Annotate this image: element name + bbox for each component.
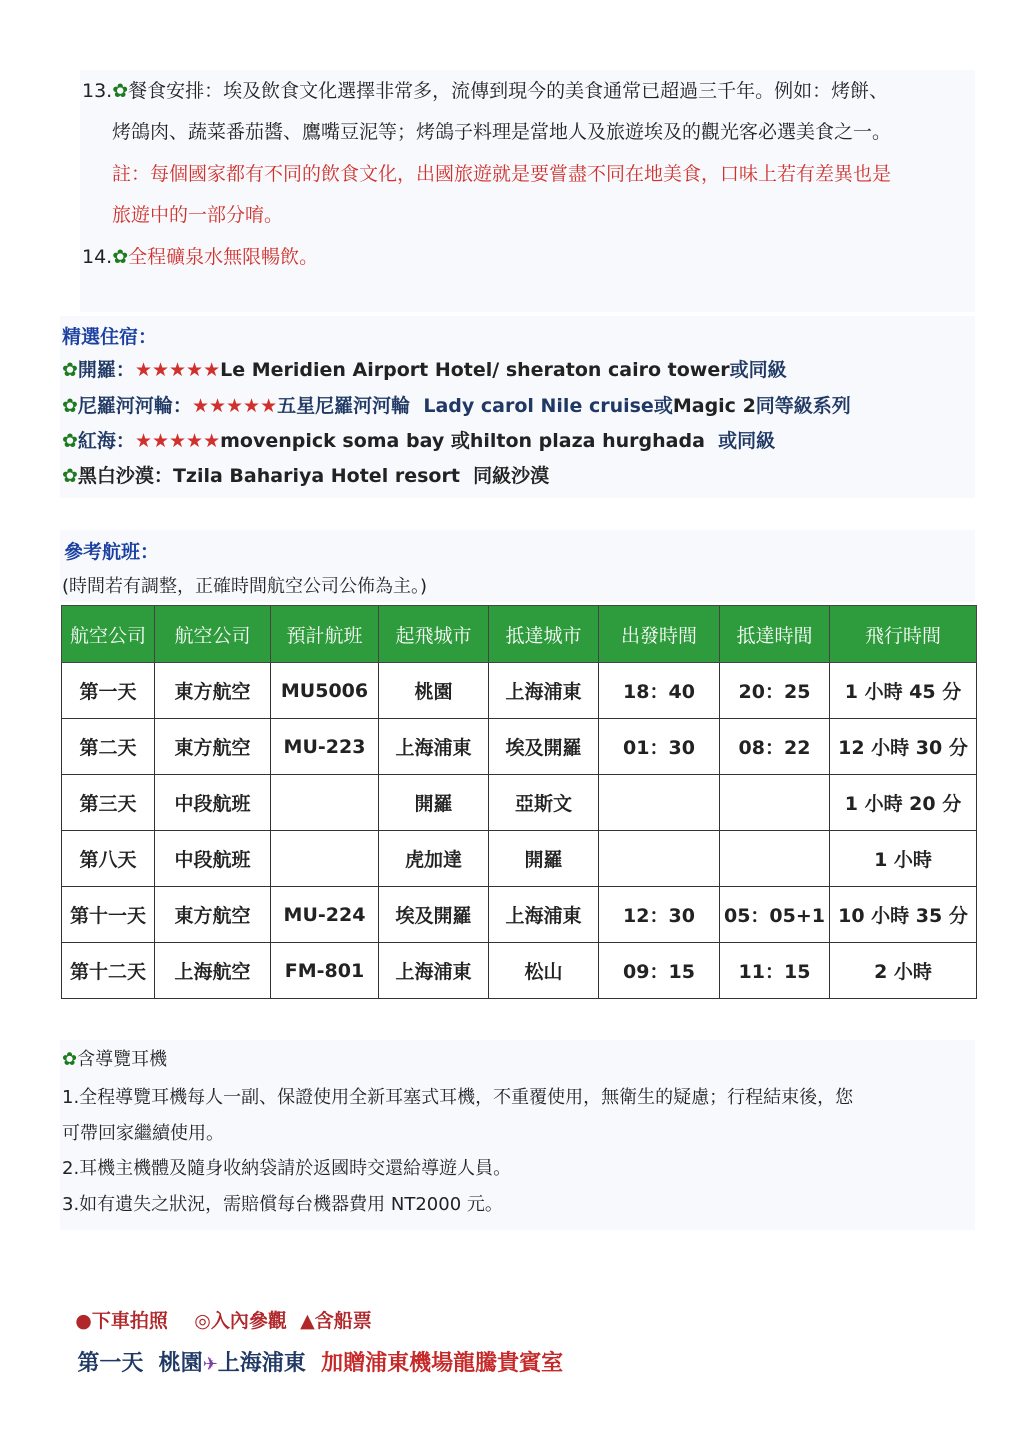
earphones-p3: 3.如有遺失之狀況，需賠償每台機器費用 NT2000 元。 <box>62 1194 503 1215</box>
table-cell <box>599 775 720 831</box>
meal-item-14: 14.✿全程礦泉水無限暢飲。 <box>82 246 319 268</box>
hotel-desert: ✿黑白沙漠：Tzila Bahariya Hotel resort 同級沙漠 <box>62 465 550 487</box>
meal-note-line2: 旅遊中的一部分唷。 <box>112 204 284 226</box>
flower-icon: ✿ <box>112 80 129 102</box>
table-cell: 第一天 <box>62 663 155 719</box>
flower-icon: ✿ <box>62 465 78 487</box>
table-header-cell: 航空公司 <box>155 606 271 663</box>
table-cell: 開羅 <box>379 775 489 831</box>
table-cell: 亞斯文 <box>489 775 599 831</box>
table-cell: 1 小時 20 分 <box>830 775 977 831</box>
table-cell: 上海浦東 <box>379 943 489 999</box>
table-row <box>62 663 977 719</box>
earphones-p1a: 1.全程導覽耳機每人一副、保證使用全新耳塞式耳機，不重覆使用，無衛生的疑慮；行程結束後，您 <box>62 1087 854 1108</box>
table-header-cell: 航空公司 <box>62 606 155 663</box>
table-cell: 東方航空 <box>155 719 271 775</box>
table-cell: 1 小時 45 分 <box>830 663 977 719</box>
table-cell: MU-224 <box>271 887 379 943</box>
table-cell: 第十一天 <box>62 887 155 943</box>
table-cell: MU-223 <box>271 719 379 775</box>
hotel-nile-cruise: ✿尼羅河河輪：★★★★★五星尼羅河河輪 Lady carol Nile cruise或Magic 2同等級系列 <box>62 395 851 417</box>
legend-entry-visit: ◎入內參觀 <box>194 1310 287 1332</box>
table-header-cell: 抵達時間 <box>720 606 830 663</box>
day1-label: 第一天 <box>77 1351 144 1376</box>
earphones-title: ✿含導覽耳機 <box>62 1049 168 1070</box>
day1-heading <box>62 1321 563 1377</box>
flower-icon: ✿ <box>62 430 78 452</box>
flights-title: 參考航班： <box>64 541 160 563</box>
meal-item-13-line2: 烤鴿肉、蔬菜番茄醬、鷹嘴豆泥等；烤鴿子料理是當地人及旅遊埃及的觀光客必選美食之一。 <box>112 121 892 143</box>
meal-note-line1: 註：每個國家都有不同的飲食文化，出國旅遊就是要嘗盡不同在地美食，口味上若有差異也是 <box>112 163 892 185</box>
legend-boat-ticket: ▲含船票 <box>300 1310 372 1332</box>
table-cell: 01：30 <box>599 719 720 775</box>
table-cell: 12：30 <box>599 887 720 943</box>
legend-photo-stop: ●下車拍照 <box>75 1310 168 1332</box>
hotel-cairo: ✿開羅：★★★★★Le Meridien Airport Hotel/ sheraton cairo tower或同級 <box>62 359 787 381</box>
table-cell <box>720 775 830 831</box>
table-cell: 第二天 <box>62 719 155 775</box>
plane-icon: ✈ <box>202 1354 218 1375</box>
table-cell: 2 小時 <box>830 943 977 999</box>
table-header-cell: 抵達城市 <box>489 606 599 663</box>
day1-from: 桃園 <box>158 1351 203 1376</box>
table-cell: 05：05+1 <box>720 887 830 943</box>
table-cell: 第三天 <box>62 775 155 831</box>
table-cell: 上海航空 <box>155 943 271 999</box>
table-cell: 08：22 <box>720 719 830 775</box>
table-row <box>62 719 977 775</box>
table-cell: 虎加達 <box>379 831 489 887</box>
table-cell: 埃及開羅 <box>489 719 599 775</box>
table-cell: FM-801 <box>271 943 379 999</box>
table-row <box>62 887 977 943</box>
table-row <box>62 943 977 999</box>
table-cell: 上海浦東 <box>489 663 599 719</box>
table-cell: 上海浦東 <box>379 719 489 775</box>
table-cell: 11：15 <box>720 943 830 999</box>
day1-extra: 加贈浦東機場龍騰貴賓室 <box>321 1351 564 1376</box>
table-cell: 10 小時 35 分 <box>830 887 977 943</box>
earphones-p1b: 可帶回家繼續使用。 <box>62 1123 224 1144</box>
table-row <box>62 775 977 831</box>
table-header-row <box>62 606 977 663</box>
table-cell: 松山 <box>489 943 599 999</box>
table-cell: 上海浦東 <box>489 887 599 943</box>
table-cell: 東方航空 <box>155 887 271 943</box>
flower-icon: ✿ <box>112 246 129 268</box>
table-cell: 18：40 <box>599 663 720 719</box>
table-cell: MU5006 <box>271 663 379 719</box>
flower-icon: ✿ <box>62 359 78 381</box>
star-rating: ★★★★★ <box>191 395 278 417</box>
table-cell: 09：15 <box>599 943 720 999</box>
table-cell <box>599 831 720 887</box>
star-rating: ★★★★★ <box>134 359 221 381</box>
table-header-cell: 預計航班 <box>271 606 379 663</box>
table-cell: 東方航空 <box>155 663 271 719</box>
day1-to: 上海浦東 <box>217 1351 306 1376</box>
table-header-cell: 出發時間 <box>599 606 720 663</box>
hotel-red-sea: ✿紅海：★★★★★movenpick soma bay 或hilton plaza hurghada 或同級 <box>62 430 776 452</box>
table-cell: 桃園 <box>379 663 489 719</box>
flower-icon: ✿ <box>62 1049 78 1070</box>
table-cell: 第八天 <box>62 831 155 887</box>
table-header-cell: 飛行時間 <box>830 606 977 663</box>
flights-note: (時間若有調整，正確時間航空公司公佈為主。) <box>62 576 428 597</box>
table-cell: 中段航班 <box>155 775 271 831</box>
table-cell: 埃及開羅 <box>379 887 489 943</box>
earphones-p2: 2.耳機主機體及隨身收納袋請於返國時交還給導遊人員。 <box>62 1158 512 1179</box>
hotels-title: 精選住宿： <box>62 326 158 348</box>
table-cell: 20：25 <box>720 663 830 719</box>
flights-table <box>61 605 977 999</box>
flower-icon: ✿ <box>62 395 78 417</box>
star-rating: ★★★★★ <box>134 430 221 452</box>
table-cell <box>271 831 379 887</box>
table-cell <box>720 831 830 887</box>
meal-item-13: 13.✿餐食安排：埃及飲食文化選擇非常多，流傳到現今的美食通常已超過三千年。例如：烤餅、 <box>82 80 889 102</box>
table-cell: 12 小時 30 分 <box>830 719 977 775</box>
table-cell: 中段航班 <box>155 831 271 887</box>
table-cell: 1 小時 <box>830 831 977 887</box>
table-row <box>62 831 977 887</box>
table-header-cell: 起飛城市 <box>379 606 489 663</box>
table-cell: 第十二天 <box>62 943 155 999</box>
table-cell: 開羅 <box>489 831 599 887</box>
table-cell <box>271 775 379 831</box>
